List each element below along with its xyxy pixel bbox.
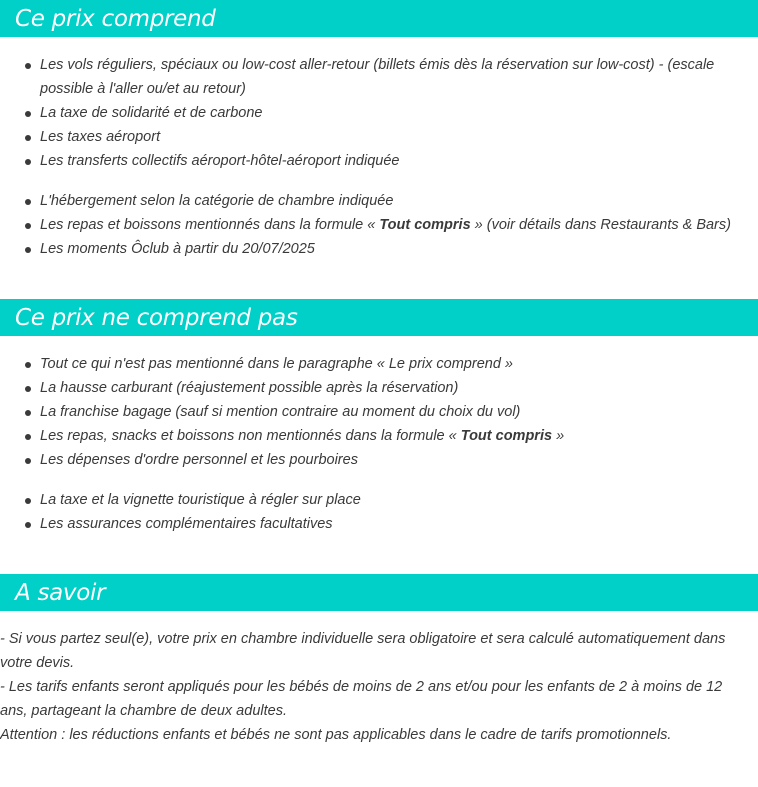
info-line: - Si vous partez seul(e), votre prix en chambre individuelle sera obligatoire et sera calculé automatiquement dans votre devis.: [0, 631, 726, 671]
excluded-list-2: [0, 488, 758, 536]
list-item: Les vols réguliers, spéciaux ou low-cost aller-retour (billets émis dès la réservation sur low-cost) - (escale possible à l'aller ou/et au retour): [0, 53, 758, 101]
section-header: [0, 574, 758, 611]
list-item: Les repas, snacks et boissons non mentionnés dans la formule « Tout compris »: [0, 424, 758, 448]
list-item: La taxe et la vignette touristique à régler sur place: [0, 488, 758, 512]
info-line: Attention : les réductions enfants et bébés ne sont pas applicables dans le cadre de tarifs promotionnels.: [0, 727, 672, 743]
section-excluded: [0, 299, 758, 536]
list-item: La taxe de solidarité et de carbone: [0, 101, 758, 125]
info-text: [0, 627, 758, 747]
info-line: - Les tarifs enfants seront appliqués pour les bébés de moins de 2 ans et/ou pour les enfants de 2 à moins de 12 ans, partageant la chambre de deux adultes.: [0, 679, 723, 719]
list-item: Les assurances complémentaires facultatives: [0, 512, 758, 536]
list-item: Les dépenses d'ordre personnel et les pourboires: [0, 448, 758, 472]
included-list-2: [0, 189, 758, 261]
section-title: A savoir: [15, 579, 106, 606]
section-title: Ce prix comprend: [15, 5, 216, 32]
list-item: L'hébergement selon la catégorie de chambre indiquée: [0, 189, 758, 213]
section-title: Ce prix ne comprend pas: [15, 304, 298, 331]
section-header: [0, 0, 758, 37]
list-item: Les repas et boissons mentionnés dans la formule « Tout compris » (voir détails dans Restaurants & Bars): [0, 213, 758, 237]
included-list-1: [0, 53, 758, 173]
excluded-list-1: [0, 352, 758, 472]
list-item: La franchise bagage (sauf si mention contraire au moment du choix du vol): [0, 400, 758, 424]
section-header: [0, 299, 758, 336]
list-item: Tout ce qui n'est pas mentionné dans le paragraphe « Le prix comprend »: [0, 352, 758, 376]
section-info: [0, 574, 758, 747]
list-item: La hausse carburant (réajustement possible après la réservation): [0, 376, 758, 400]
section-included: [0, 0, 758, 261]
list-item: Les taxes aéroport: [0, 125, 758, 149]
list-item: Les moments Ôclub à partir du 20/07/2025: [0, 237, 758, 261]
list-item: Les transferts collectifs aéroport-hôtel-aéroport indiquée: [0, 149, 758, 173]
